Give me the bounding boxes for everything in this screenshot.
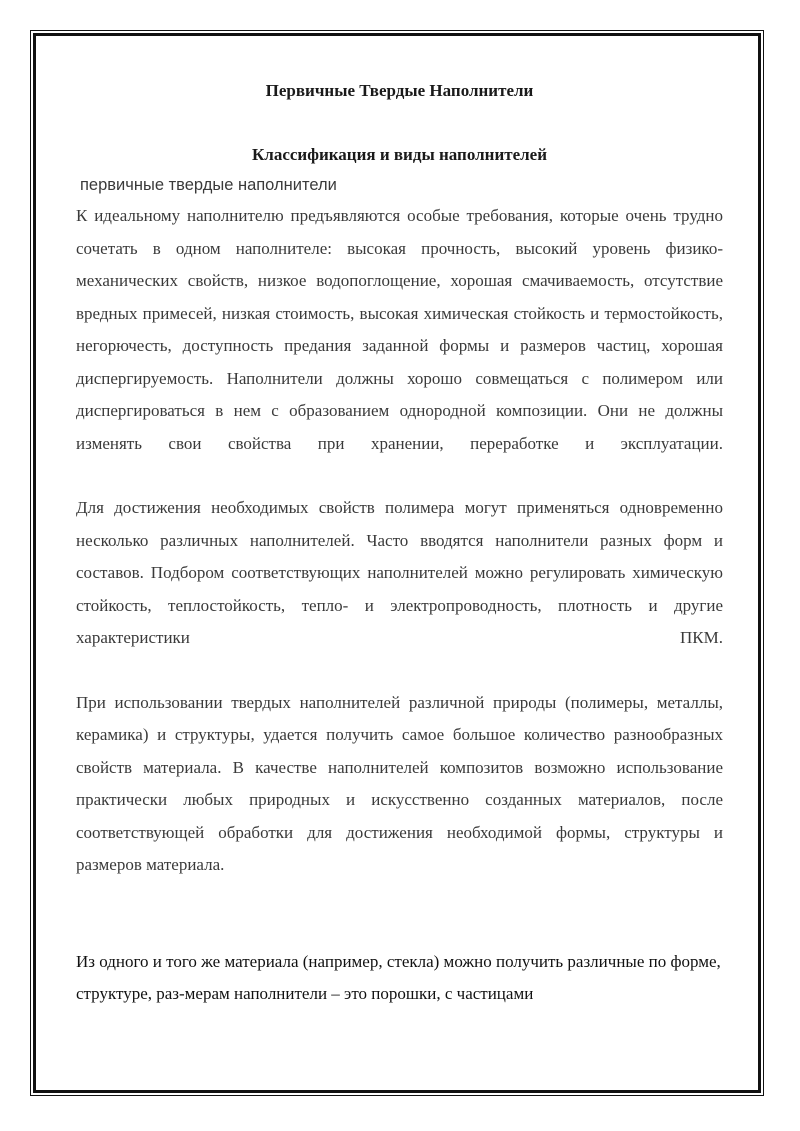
document-body [76, 72, 723, 1011]
paragraph-glass-example: Из одного и того же материала (например, стекла) можно получить различные по форме, структуре, раз-мерам наполнители – это порошки, с частицами [76, 951, 721, 1003]
paragraph-solid-fillers: При использовании твердых наполнителей различной природы (полимеры, металлы, керамика) и структуры, удается получить самое большое количество разнообразных свойств материала. В качестве наполнителей композитов возможно использование практически любых природных и искусственно созданных материалов, после соответствующей обработки для достижения необходимой формы, структуры и размеров материала. [76, 692, 723, 874]
section-heading: Классификация и виды наполнителей [251, 145, 548, 164]
paragraph-requirements: К идеальному наполнителю предъявляются особые требования, которые очень трудно сочетать в одном наполнителе: высокая прочность, высокий уровень физико-механических свойств, низкое водопоглощение, хорошая смачиваемость, отсутствие вредных примесей, низкая стоимость, высокая химическая стойкость и термостойкость, негорючесть, доступность предания заданной формы и размеров частиц, хорошая диспергируемость. Наполнители должны хорошо совмещаться с полимером или диспергироваться в нем с образованием однородной композиции. Они не должны изменять свои свойства при хранении, переработке и эксплуатации. [76, 206, 723, 453]
paragraph-multiple-fillers: Для достижения необходимых свойств полимера могут применяться одновременно несколько различных наполнителей. Часто вводятся наполнители разных форм и составов. Подбором соответствующих наполнителей можно регулировать химическую стойкость, теплостойкость, тепло- и электропроводность, плотность и другие характеристики ПКМ. [76, 498, 723, 647]
intro-line: первичные твердые наполнители [80, 176, 337, 194]
document-title: Первичные Твердые Наполнители [265, 81, 534, 100]
